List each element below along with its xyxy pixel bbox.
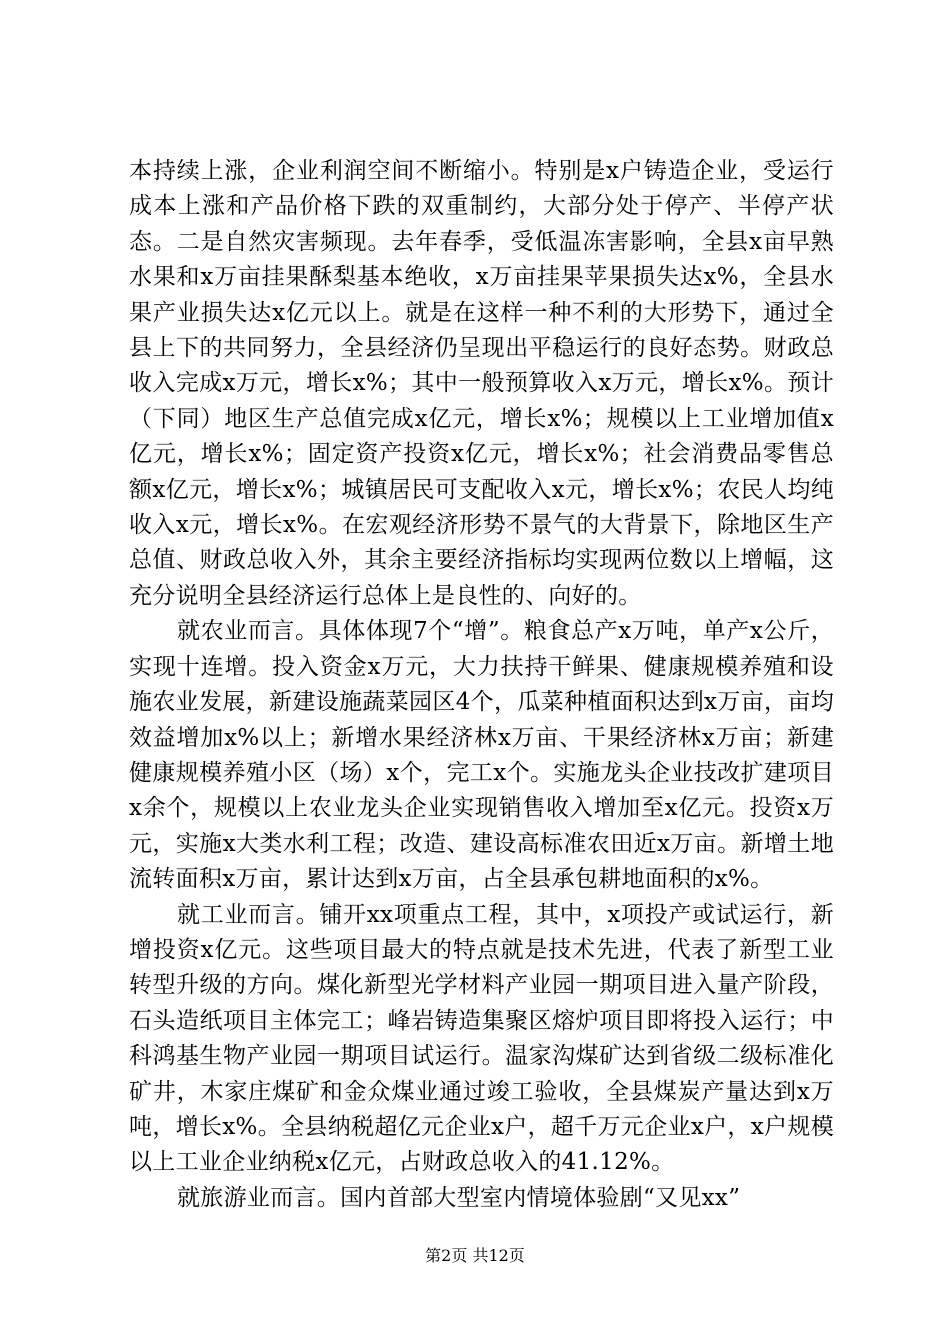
page-footer: [0, 1246, 950, 1266]
document-body: [129, 154, 834, 1216]
paragraph-agriculture: 就农业而言。具体体现7个“增”。粮食总产x万吨，单产x公斤，实现十连增。投入资金x万元，大力扶持干鲜果、健康规模养殖和设施农业发展，新建设施蔬菜园区4个，瓜菜种植面积达到x万亩，亩均效益增加x%以上；新增水果经济林x万亩、干果经济林x万亩；新建健康规模养殖小区（场）x个，完工x个。实施龙头企业技改扩建项目x余个，规模以上农业龙头企业实现销售收入增加至x亿元。投资x万元，实施x大类水利工程；改造、建设高标准农田近x万亩。新增土地流转面积x万亩，累计达到x万亩，占全县承包耕地面积的x%。: [129, 618, 834, 893]
paragraph-continued: 本持续上涨，企业利润空间不断缩小。特别是x户铸造企业，受运行成本上涨和产品价格下跌的双重制约，大部分处于停产、半停产状态。二是自然灾害频现。去年春季，受低温冻害影响，全县x亩早熟水果和x万亩挂果酥梨基本绝收，x万亩挂果苹果损失达x%，全县水果产业损失达x亿元以上。就是在这样一种不利的大形势下，通过全县上下的共同努力，全县经济仍呈现出平稳运行的良好态势。财政总收入完成x万元，增长x%；其中一般预算收入x万元，增长x%。预计（下同）地区生产总值完成x亿元，增长x%；规模以上工业增加值x亿元，增长x%；固定资产投资x亿元，增长x%；社会消费品零售总额x亿元，增长x%；城镇居民可支配收入x元，增长x%；农民人均纯收入x元，增长x%。在宏观经济形势不景气的大背景下，除地区生产总值、财政总收入外，其余主要经济指标均实现两位数以上增幅，这充分说明全县经济运行总体上是良性的、向好的。: [129, 158, 834, 609]
page-number: 第2页 共12页: [425, 1246, 525, 1265]
paragraph-industry: 就工业而言。铺开xx项重点工程，其中，x项投产或试运行，新增投资x亿元。这些项目最大的特点就是技术先进，代表了新型工业转型升级的方向。煤化新型光学材料产业园一期项目进入量产阶段，石头造纸项目主体完工；峰岩铸造集聚区熔炉项目即将投入运行；中科鸿基生物产业园一期项目试运行。温家沟煤矿达到省级二级标准化矿井，木家庄煤矿和金众煤业通过竣工验收，全县煤炭产量达到x万吨，增长x%。全县纳税超亿元企业x户，超千万元企业x户，x户规模以上工业企业纳税x亿元，占财政总收入的41.12%。: [129, 901, 834, 1176]
paragraph-tourism: 就旅游业而言。国内首部大型室内情境体验剧“又见xx”: [177, 1184, 741, 1211]
